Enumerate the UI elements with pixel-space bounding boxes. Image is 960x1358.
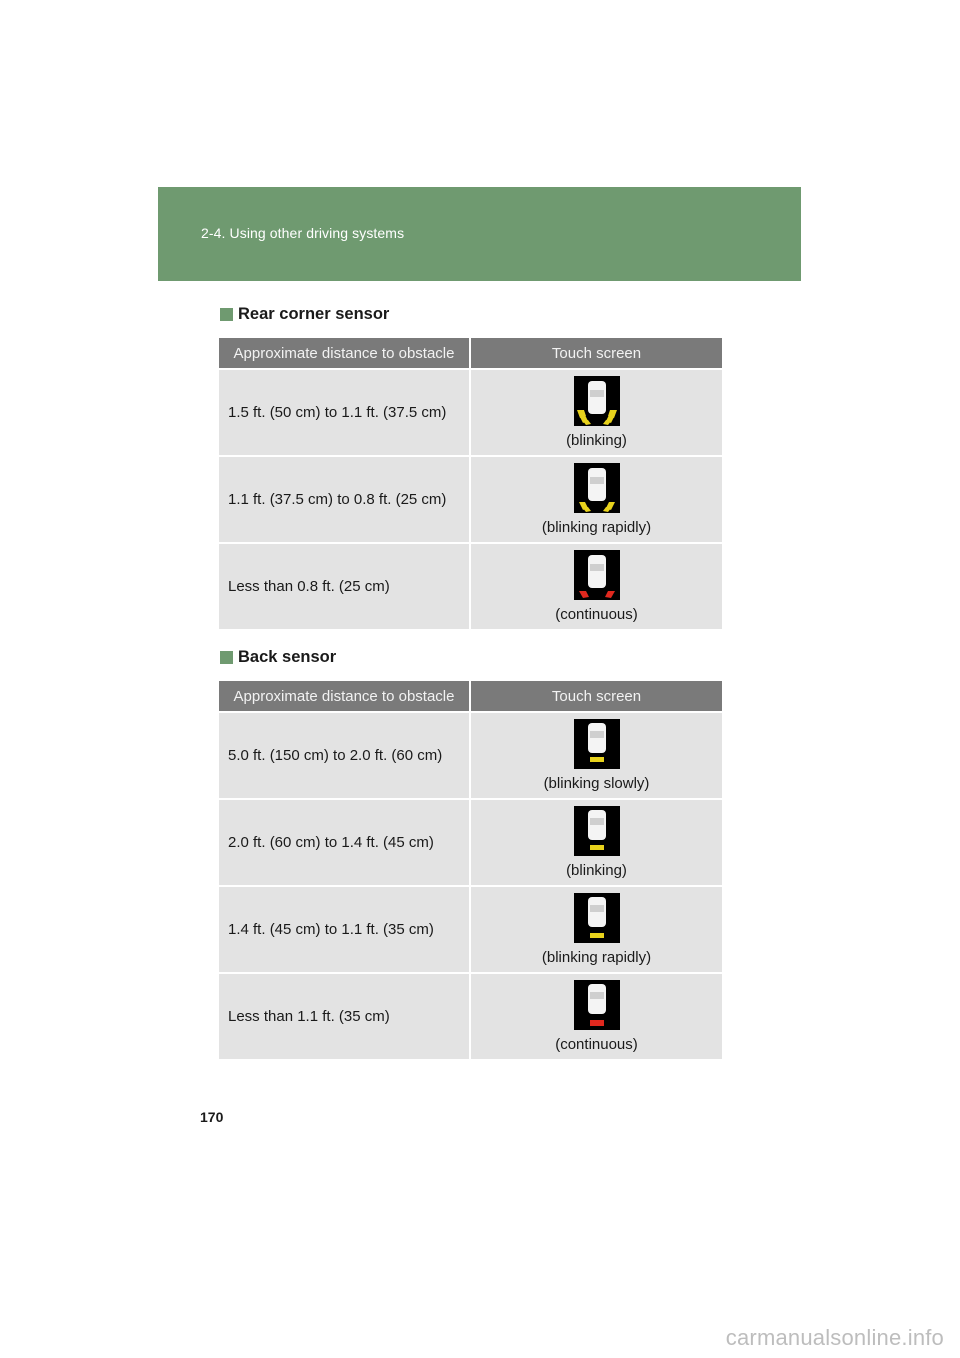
rear-corner-table: [219, 338, 722, 629]
table-header-row: [219, 338, 722, 369]
table-row: [219, 369, 722, 456]
site-watermark: carmanualsonline.info: [725, 1325, 944, 1350]
back-section-title: [220, 648, 336, 667]
back-title-text: Back sensor: [238, 648, 337, 666]
table-row: [219, 543, 722, 629]
page-number: 170: [200, 1109, 224, 1125]
rear-corner-title-text: Rear corner sensor: [238, 305, 390, 323]
breadcrumb: 2-4. Using other driving systems: [201, 225, 405, 241]
table-row: [219, 886, 722, 973]
status-text: (blinking): [566, 432, 627, 449]
distance-cell: 1.4 ft. (45 cm) to 1.1 ft. (35 cm): [219, 886, 470, 973]
col-header-distance: Approximate distance to obstacle: [219, 338, 470, 369]
table-row: [219, 973, 722, 1059]
chapter-header-band: [158, 187, 801, 281]
back-sensor-yellow-icon: [574, 806, 620, 856]
back-sensor-yellow-icon: [574, 893, 620, 943]
distance-cell: 5.0 ft. (150 cm) to 2.0 ft. (60 cm): [219, 712, 470, 799]
table-row: [219, 799, 722, 886]
status-text: (continuous): [555, 606, 638, 623]
col-header-screen: Touch screen: [470, 338, 722, 369]
distance-cell: 1.5 ft. (50 cm) to 1.1 ft. (37.5 cm): [219, 369, 470, 456]
distance-cell: 1.1 ft. (37.5 cm) to 0.8 ft. (25 cm): [219, 456, 470, 543]
distance-cell: Less than 1.1 ft. (35 cm): [219, 973, 470, 1059]
corner-sensor-yellow-2-icon: [574, 463, 620, 513]
back-sensor-red-icon: [574, 980, 620, 1030]
screen-cell: [470, 886, 722, 973]
back-sensor-yellow-icon: [574, 719, 620, 769]
screen-cell: [470, 799, 722, 886]
table-row: [219, 712, 722, 799]
status-text: (blinking): [566, 862, 627, 879]
status-text: (blinking rapidly): [541, 949, 652, 966]
screen-cell: [470, 456, 722, 543]
square-bullet-icon: [220, 308, 233, 321]
screen-cell: [470, 369, 722, 456]
corner-sensor-red-icon: [574, 550, 620, 600]
screen-cell: [470, 543, 722, 629]
back-sensor-table: [219, 681, 722, 1059]
table-row: [219, 456, 722, 543]
status-text: (blinking slowly): [543, 775, 650, 792]
distance-cell: 2.0 ft. (60 cm) to 1.4 ft. (45 cm): [219, 799, 470, 886]
col-header-distance: Approximate distance to obstacle: [219, 681, 470, 712]
square-bullet-icon: [220, 651, 233, 664]
distance-cell: Less than 0.8 ft. (25 cm): [219, 543, 470, 629]
status-text: (blinking rapidly): [541, 519, 652, 536]
table-header-row: [219, 681, 722, 712]
screen-cell: [470, 973, 722, 1059]
col-header-screen: Touch screen: [470, 681, 722, 712]
corner-sensor-yellow-3-icon: [574, 376, 620, 426]
screen-cell: [470, 712, 722, 799]
status-text: (continuous): [555, 1036, 638, 1053]
rear-corner-section-title: [220, 305, 389, 324]
